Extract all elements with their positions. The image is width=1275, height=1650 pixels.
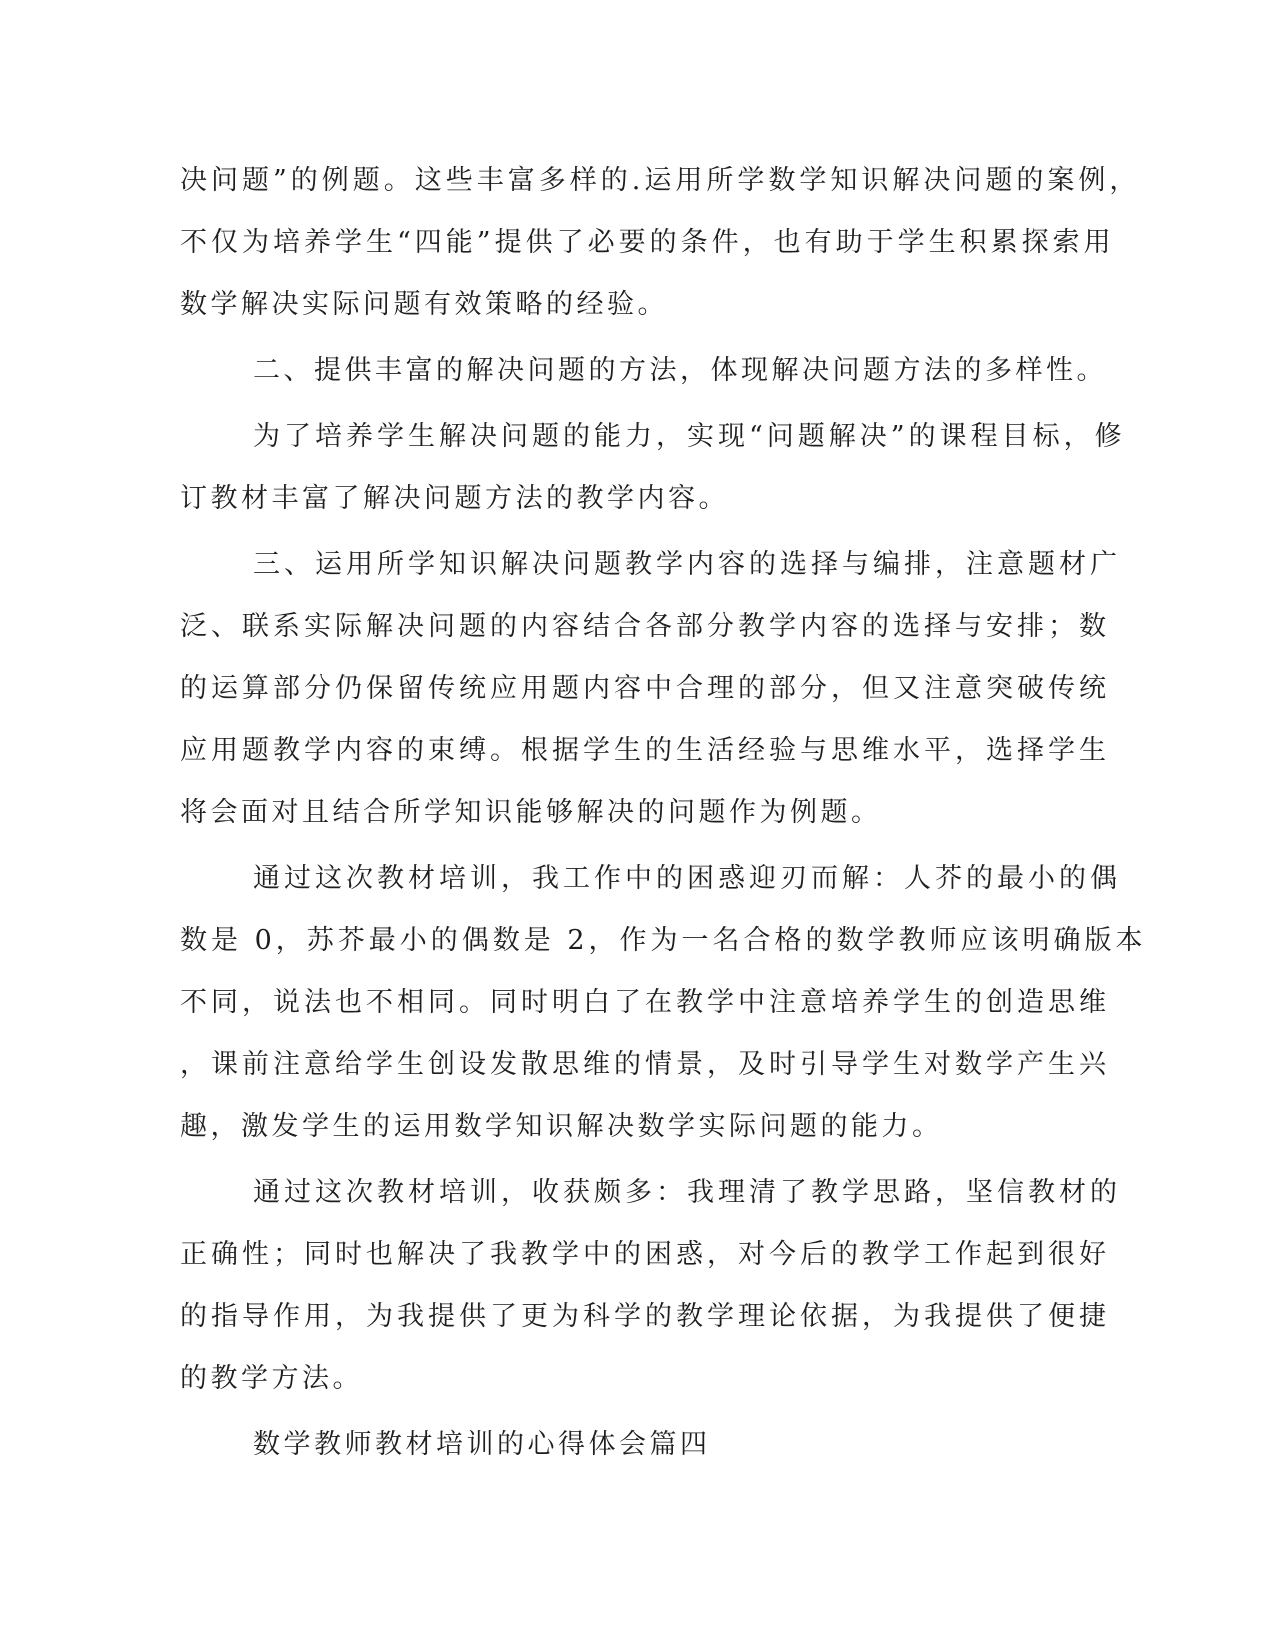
paragraph-section-three [180,534,1121,844]
text-line: 三、运用所学知识解决问题教学内容的选择与编排，注意题材广 [253,549,1121,580]
text-line: 为了培养学生解决问题的能力，实现“问题解决”的课程目标，修 [253,421,1126,452]
text-line: 数学解决实际问题有效策略的经验。 [180,289,668,320]
text-line: 决问题”的例题。这些丰富多样的.运用所学数学知识解决问题的案例， [180,165,1141,196]
text-line: 的教学方法。 [180,1363,363,1394]
paragraph-examples [180,150,1141,336]
document-page [180,150,1147,1480]
text-line: 订教材丰富了解决问题方法的教学内容。 [180,483,729,514]
section-title-part-four [180,1414,1030,1476]
paragraph-gains [180,1162,1121,1410]
text-line: 泛、联系实际解决问题的内容结合各部分教学内容的选择与安排；数 [180,611,1110,642]
text-line: 通过这次教材培训，我工作中的困惑迎刃而解：人芥的最小的偶 [253,863,1121,894]
text-line: ，课前注意给学生创设发散思维的情景，及时引导学生对数学产生兴 [180,1049,1110,1080]
text-line: 的运算部分仍保留传统应用题内容中合理的部分，但又注意突破传统 [180,673,1110,704]
text-line: 的指导作用，为我提供了更为科学的教学理论依据，为我提供了便捷 [180,1301,1110,1332]
text-line: 通过这次教材培训，收获颇多：我理清了教学思路，坚信教材的 [253,1177,1121,1208]
text-line: 正确性；同时也解决了我教学中的困惑，对今后的教学工作起到很好 [180,1239,1110,1270]
text-line: 二、提供丰富的解决问题的方法，体现解决问题方法的多样性。 [253,355,1107,386]
text-line: 数学教师教材培训的心得体会篇四 [253,1429,711,1460]
text-line: 不同，说法也不相同。同时明白了在教学中注意培养学生的创造思维 [180,987,1110,1018]
text-line: 数是 0，苏芥最小的偶数是 2，作为一名合格的数学教师应该明确版本 [180,925,1147,956]
text-line: 不仅为培养学生“四能”提供了必要的条件，也有助于学生积累探索用 [180,227,1115,258]
text-line: 应用题教学内容的束缚。根据学生的生活经验与思维水平，选择学生 [180,735,1110,766]
text-line: 将会面对且结合所学知识能够解决的问题作为例题。 [180,797,882,828]
section-heading-two [180,340,1107,402]
text-line: 趣，激发学生的运用数学知识解决数学实际问题的能力。 [180,1111,943,1142]
paragraph-methods [180,406,1126,530]
paragraph-confusion-resolved [180,848,1147,1158]
